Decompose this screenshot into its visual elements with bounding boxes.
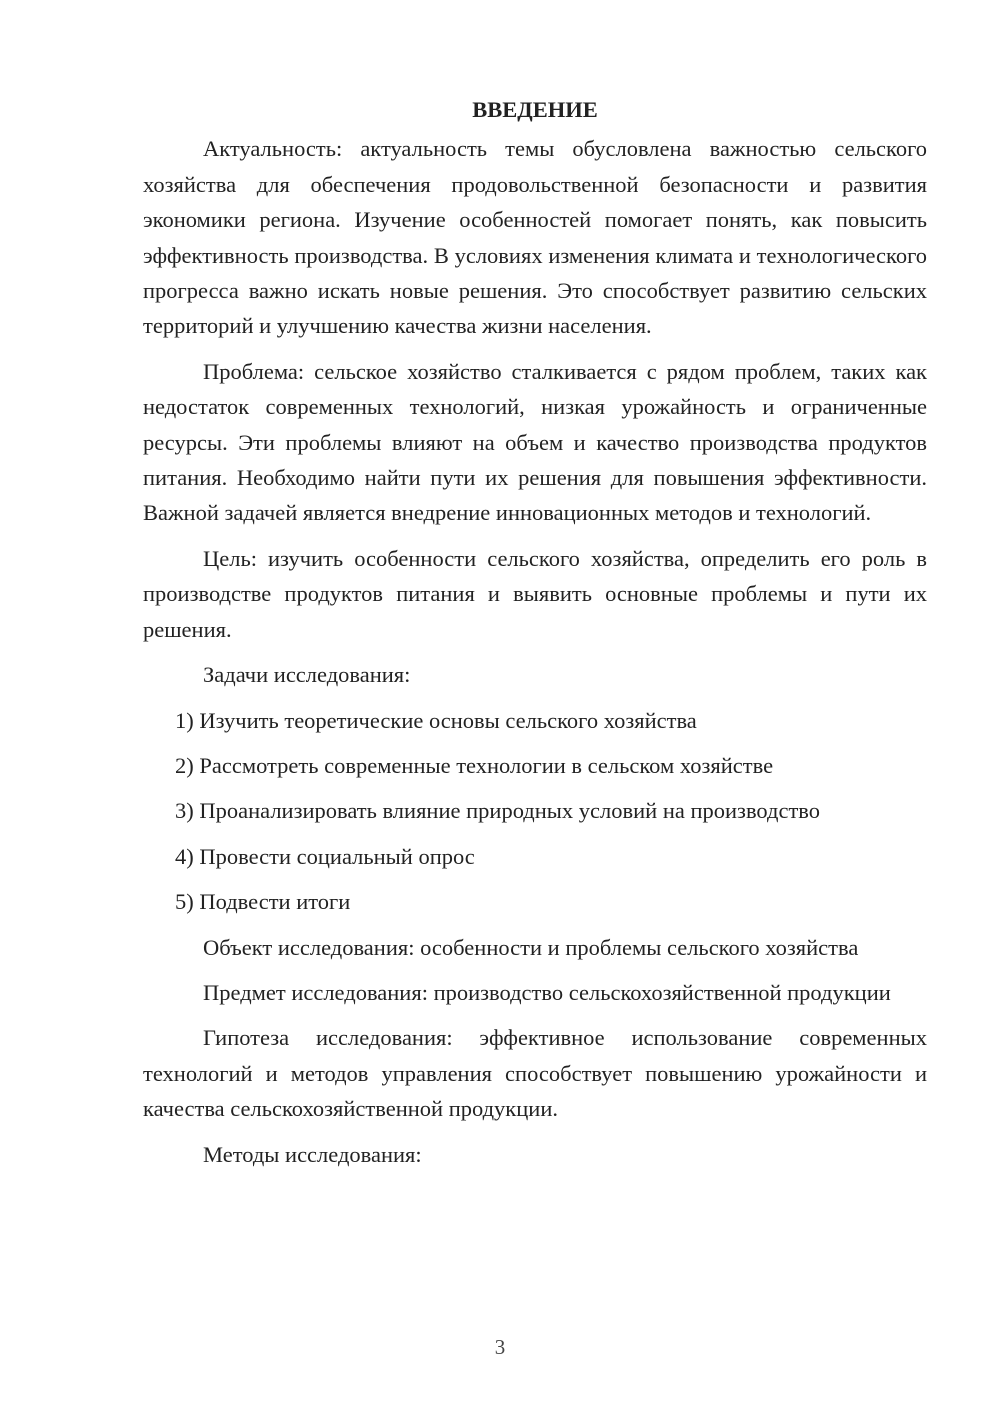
page-title: ВВЕДЕНИЕ bbox=[472, 97, 598, 122]
task-item: 4) Провести социальный опрос bbox=[175, 843, 475, 869]
research-subject: Предмет исследования: производство сельскохозяйственной продукции bbox=[203, 979, 891, 1005]
task-item: 5) Подвести итоги bbox=[175, 889, 351, 915]
task-item: 1) Изучить теоретические основы сельского хозяйства bbox=[175, 707, 697, 733]
document-body bbox=[143, 92, 927, 1182]
task-item: 2) Рассмотреть современные технологии в сельском хозяйстве bbox=[175, 752, 774, 778]
tasks-heading: Задачи исследования: bbox=[203, 662, 411, 688]
problem-paragraph: Проблема: сельское хозяйство сталкивается с рядом проблем, таких как недостаток современных технологий, низкая урожайность и ограниченные ресурсы. Эти проблемы влияют на объем и качество производства продуктов питания. Необходимо найти пути их решения для повышения эффективности. Важной задачей является внедрение инновационных методов и технологий. bbox=[143, 358, 927, 526]
research-hypothesis: Гипотеза исследования: эффективное использование современных технологий и методов управления способствует повышению урожайности и качества сельскохозяйственной продукции. bbox=[143, 1025, 927, 1122]
research-object: Объект исследования: особенности и проблемы сельского хозяйства bbox=[203, 934, 859, 960]
goal-paragraph: Цель: изучить особенности сельского хозяйства, определить его роль в производстве продуктов питания и выявить основные проблемы и пути их решения. bbox=[143, 545, 927, 642]
page-number: 3 bbox=[494, 1335, 506, 1359]
research-methods: Методы исследования: bbox=[203, 1141, 422, 1167]
task-item: 3) Проанализировать влияние природных условий на производство bbox=[175, 798, 821, 824]
task-list bbox=[143, 703, 927, 920]
relevance-paragraph: Актуальность: актуальность темы обусловлена важностью сельского хозяйства для обеспечения продовольственной безопасности и развития экономики региона. Изучение особенностей помогает понять, как повысить эффективность производства. В условиях изменения климата и технологического прогресса важно искать новые решения. Это способствует развитию сельских территорий и улучшению качества жизни населения. bbox=[143, 136, 927, 339]
